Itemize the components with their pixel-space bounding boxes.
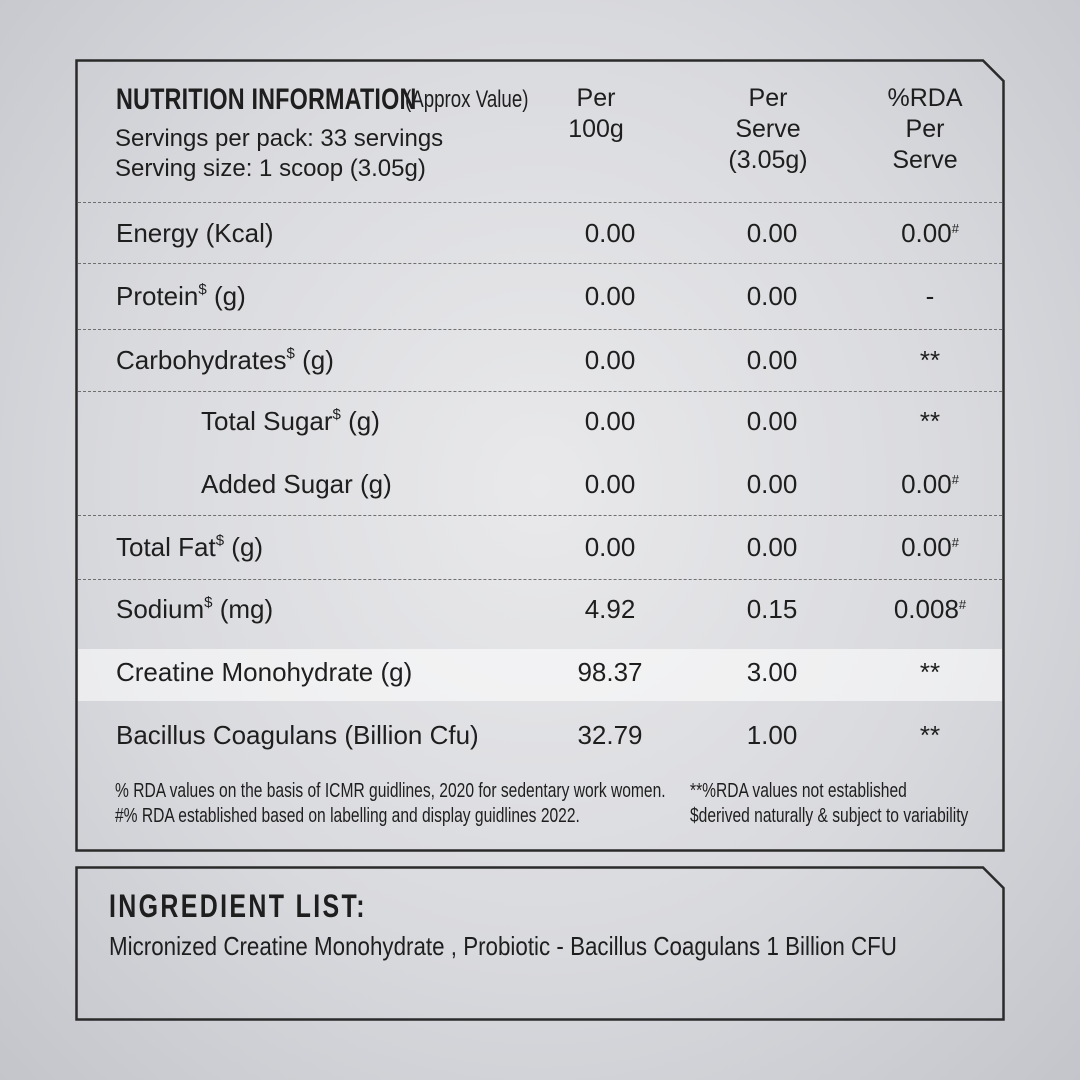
servings-per-pack: Servings per pack: 33 servings (115, 125, 444, 152)
nutrition-panel (75, 59, 1005, 852)
value-per-serve: 0.00 (746, 218, 798, 248)
value-rda: ** (919, 657, 941, 687)
nutrient-label: Sodium$ (mg) (116, 594, 274, 624)
nutrient-row-energy (75, 202, 1005, 264)
value-per-serve: 0.00 (746, 406, 798, 436)
value-per-serve: 0.15 (746, 594, 798, 624)
nutrient-label: Carbohydrates$ (g) (116, 345, 334, 375)
value-per-100g: 0.00 (584, 532, 636, 562)
nutrient-row-creatine (75, 641, 1005, 703)
value-per-100g: 0.00 (584, 281, 636, 311)
nutrient-row-sodium (75, 578, 1005, 640)
nutrient-label: Protein$ (g) (116, 281, 246, 311)
value-rda: 0.00# (901, 532, 959, 562)
value-per-serve: 3.00 (746, 657, 798, 687)
nutrient-label: Total Fat$ (g) (116, 532, 264, 562)
nutrient-row-bacillus (75, 704, 1005, 766)
col-header-rda: %RDA Per Serve (887, 84, 963, 174)
value-per-serve: 0.00 (746, 469, 798, 499)
value-per-100g: 4.92 (584, 594, 636, 624)
value-rda: ** (919, 406, 941, 436)
nutrient-label: Bacillus Coagulans (Billion Cfu) (116, 720, 479, 750)
value-rda: ** (919, 720, 941, 750)
value-per-serve: 0.00 (746, 345, 798, 375)
nutrient-row-carbohydrates (75, 329, 1005, 391)
value-rda: 0.00# (901, 218, 959, 248)
footnote-rda-icmr: % RDA values on the basis of ICMR guidlines, 2020 for sedentary work women. (115, 780, 666, 802)
value-per-serve: 0.00 (746, 281, 798, 311)
nutrient-label: Added Sugar (g) (201, 469, 392, 499)
value-per-serve: 1.00 (746, 720, 798, 750)
nutrient-row-protein (75, 265, 1005, 327)
nutrient-row-total-sugar (75, 390, 1005, 452)
footnote-rda-labelling: #% RDA established based on labelling and display guidlines 2022. (115, 805, 580, 827)
value-rda: ** (919, 345, 941, 375)
value-rda: 0.00# (901, 469, 959, 499)
nutrient-row-total-fat (75, 516, 1005, 578)
ingredient-panel (75, 866, 1005, 1021)
nutrient-row-added-sugar (75, 453, 1005, 515)
ingredient-list-text: Micronized Creatine Monohydrate , Probiotic - Bacillus Coagulans 1 Billion CFU (109, 931, 897, 961)
value-rda: 0.008# (893, 594, 967, 624)
value-rda: - (925, 281, 935, 311)
value-per-100g: 0.00 (584, 406, 636, 436)
ingredient-list-title: INGREDIENT LIST: (109, 888, 367, 924)
value-per-100g: 0.00 (584, 345, 636, 375)
value-per-100g: 32.79 (577, 720, 643, 750)
nutrient-label: Total Sugar$ (g) (201, 406, 380, 436)
nutrition-title: NUTRITION INFORMATION (116, 83, 417, 116)
serving-size: Serving size: 1 scoop (3.05g) (115, 155, 426, 182)
footnote-rda-not-established: **%RDA values not established (690, 780, 907, 802)
value-per-100g: 0.00 (584, 218, 636, 248)
col-header-per-serve: Per Serve (3.05g) (728, 84, 808, 174)
value-per-serve: 0.00 (746, 532, 798, 562)
footnote-derived-naturally: $derived naturally & subject to variability (690, 805, 969, 827)
col-header-per-100g: Per 100g (568, 84, 624, 143)
value-per-100g: 0.00 (584, 469, 636, 499)
value-per-100g: 98.37 (577, 657, 643, 687)
approx-value-note: (Approx Value) (405, 86, 529, 113)
nutrient-label: Creatine Monohydrate (g) (116, 657, 413, 687)
nutrient-label: Energy (Kcal) (116, 218, 274, 248)
